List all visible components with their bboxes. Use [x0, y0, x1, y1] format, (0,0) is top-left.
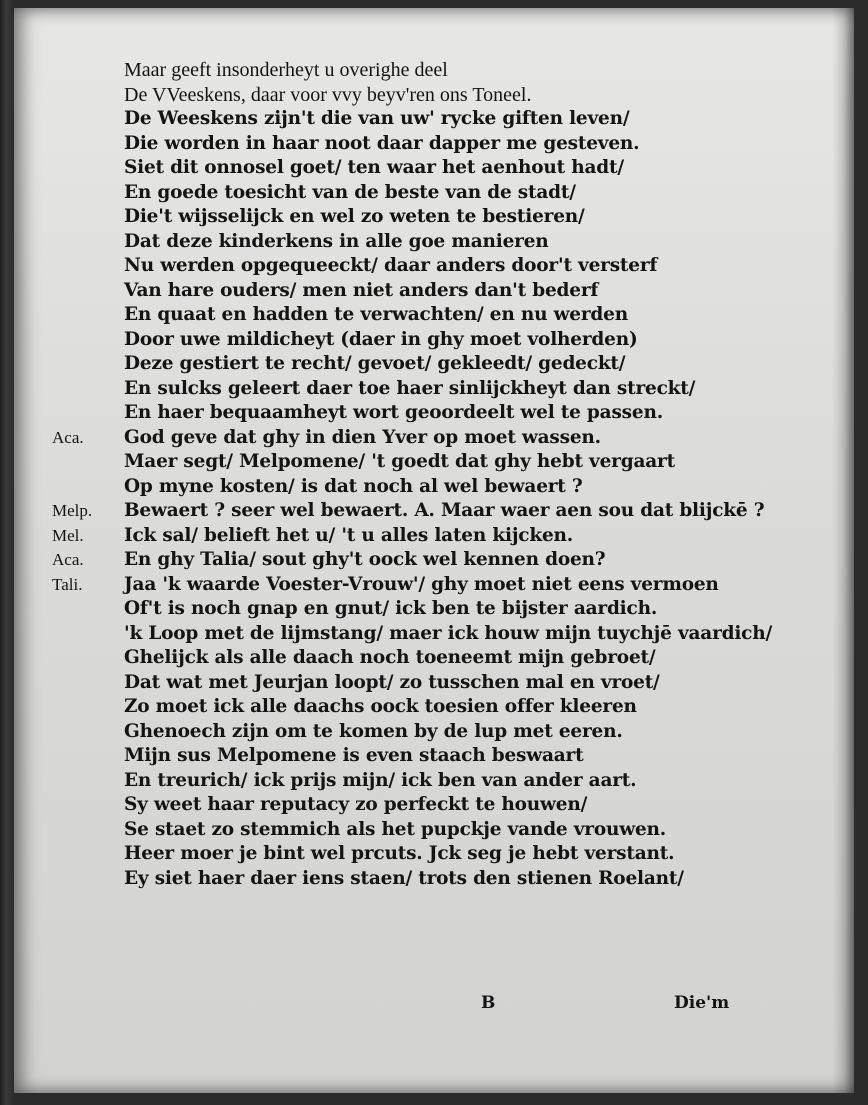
verse-line: Jaa 'k waarde Voester-Vrouw'/ ghy moet niet eens vermoen	[124, 573, 719, 595]
page-edge-shadow	[832, 8, 854, 1093]
verse-line: Dat deze kinderkens in alle goe manieren	[124, 230, 549, 252]
verse-line: Maer segt/ Melpomene/ 't goedt dat ghy hebt vergaart	[124, 451, 675, 472]
verse-line: Ghenoech zijn om te komen by de lup met eeren.	[124, 720, 623, 742]
verse-line: Of't is noch gnap en gnut/ ick ben te bijster aardich.	[124, 598, 658, 619]
verse-line: Maar geeft insonderheyt u overighe deel	[124, 59, 448, 81]
speaker-label: Melp.	[52, 501, 93, 520]
verse-line: Die't wijsselijck en wel zo weten te bestieren/	[124, 206, 585, 227]
verse-line: Heer moer je bint wel prcuts. Jck seg je hebt verstant.	[124, 843, 675, 864]
catchword: Die'm	[674, 993, 730, 1013]
signature-mark: B	[481, 993, 496, 1013]
verse-line: En haer bequaamheyt wort geoordeelt wel te passen.	[124, 402, 663, 423]
verse-line: En treurich/ ick prijs mijn/ ick ben van ander aart.	[124, 769, 637, 791]
speaker-label: Aca.	[52, 427, 84, 447]
verse-line: Ick sal/ belieft het u/ 't u alles laten kijcken.	[124, 524, 574, 546]
verse-line: 'k Loop met de lijmstang/ maer ick houw mijn tuychjē vaardich/	[124, 622, 773, 644]
verse-line: Zo moet ick alle daachs oock toesien offer kleeren	[124, 696, 637, 717]
verse-line: Deze gestiert te recht/ gevoet/ gekleedt/ gedeckt/	[124, 353, 626, 374]
verse-line: Mijn sus Melpomene is even staach beswaart	[124, 745, 584, 766]
verse-line: Door uwe mildicheyt (daer in ghy moet volherden)	[124, 328, 638, 350]
verse-line: En quaat en hadden te verwachten/ en nu werden	[124, 304, 628, 325]
verse-line: Ghelijck als alle daach noch toeneemt mijn gebroet/	[124, 647, 656, 668]
speaker-label: Mel.	[52, 525, 84, 545]
verse-line: De Weeskens zijn't die van uw' rycke giften leven/	[124, 108, 630, 129]
verse-line: En ghy Talia/ sout ghy't oock wel kennen doen?	[124, 549, 606, 570]
verse-line: En goede toesicht van de beste van de stadt/	[124, 181, 576, 203]
verse-line: De VVeeskens, daar voor vvy beyv'ren ons Toneel.	[124, 83, 532, 106]
book-page	[14, 8, 854, 1093]
verse-line: En sulcks geleert daer toe haer sinlijckheyt dan streckt/	[124, 377, 696, 399]
verse-line: Dat wat met Jeurjan loopt/ zo tusschen mal en vroet/	[124, 671, 660, 693]
verse-line: Die worden in haar noot daar dapper me gesteven.	[124, 132, 640, 154]
verse-line: Bewaert ? seer wel bewaert. A. Maar waer aen sou dat blijckē ?	[124, 500, 765, 521]
verse-line: Sy weet haar reputacy zo perfeckt te houwen/	[124, 794, 588, 815]
verse-line: Nu werden opgequeeckt/ daar anders door't versterf	[124, 255, 658, 276]
verse-line: Siet dit onnosel goet/ ten waar het aenhout hadt/	[124, 157, 624, 178]
speaker-label: Aca.	[52, 550, 84, 569]
verse-line: Se staet zo stemmich als het pupckje vande vrouwen.	[124, 818, 667, 840]
verse-line: Van hare ouders/ men niet anders dan't bederf	[124, 279, 599, 301]
verse-line: God geve dat ghy in dien Yver op moet wassen.	[124, 426, 601, 448]
verse-text-block	[124, 58, 773, 891]
speaker-label: Tali.	[52, 574, 83, 594]
verse-line: Ey siet haer daer iens staen/ trots den stienen Roelant/	[124, 867, 684, 889]
verse-line: Op myne kosten/ is dat noch al wel bewaert ?	[124, 475, 583, 497]
